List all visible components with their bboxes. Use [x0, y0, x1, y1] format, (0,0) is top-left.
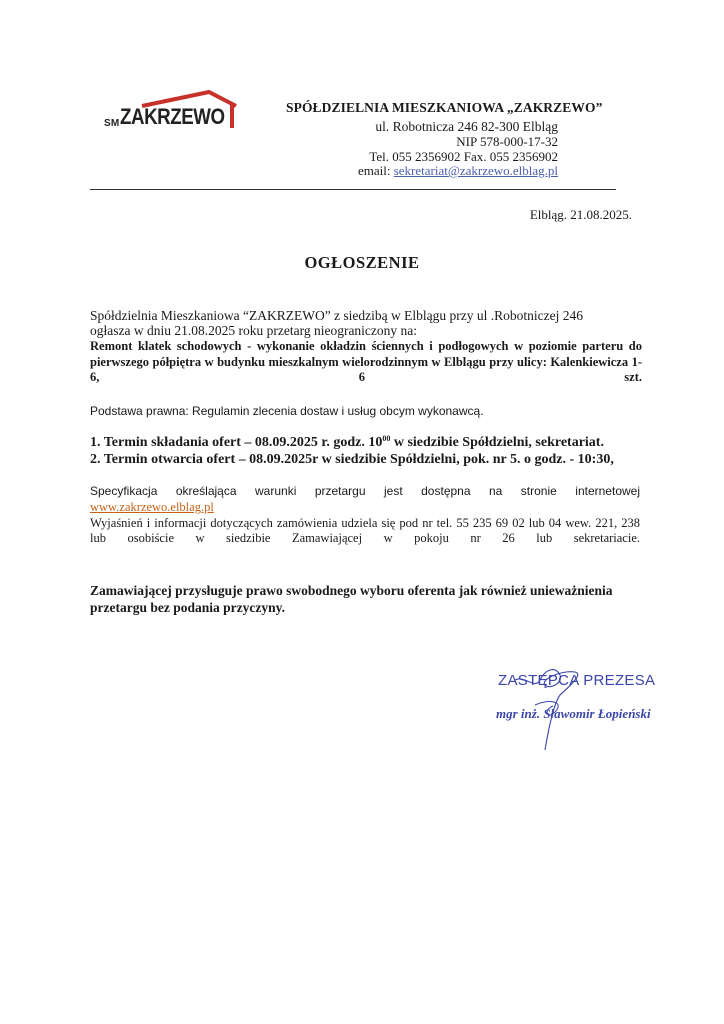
spec-line: Specyfikacja określająca warunki przetargu jest dostępna na stronie internetowej [90, 484, 640, 498]
logo-prefix: SM [104, 118, 120, 129]
document-title: OGŁOSZENIE [304, 253, 420, 272]
contact-info: Wyjaśnień i informacji dotyczących zamówienia udziela się pod nr tel. 55 235 69 02 lub 04 wew. 221, 238 lub osobiście w siedzibie Zamawiającej w pokoju nr 26 lub sekretariacie. [90, 516, 640, 545]
legal-basis: Podstawa prawna: Regulamin zlecenia dostaw i usług obcym wykonawcą. [90, 404, 484, 418]
tender-subject: Remont klatek schodowych - wykonanie okładzin ściennych i podłogowych w poziomie parteru do pierwszego półpiętra w budynku mieszkalnym wielorodzinnym w Elblągu przy ulicy: Kalenkiewicza 1-6, 6 szt. [90, 339, 642, 384]
company-logo [104, 86, 244, 136]
term-submission [90, 434, 604, 451]
intro-line-1: Spółdzielnia Mieszkaniowa “ZAKRZEWO” z siedzibą w Elblągu przy ul .Robotniczej 246 [90, 308, 583, 323]
spec-url-link[interactable]: www.zakrzewo.elblag.pl [90, 500, 214, 514]
organization-nip: NIP 578-000-17-32 [456, 134, 558, 149]
organization-phone-fax: Tel. 055 2356902 Fax. 055 2356902 [369, 149, 558, 164]
closing-statement: Zamawiającej przysługuje prawo swobodnego wyboru oferenta jak również unieważnienia przetargu bez podania przyczyny. [90, 583, 613, 615]
stamp-title: ZASTĘPCA PREZESA [498, 672, 656, 689]
intro-line-2: ogłasza w dniu 21.08.2025 roku przetarg nieograniczony na: [90, 323, 418, 338]
logo-name: ZAKRZEWO [120, 104, 225, 129]
stamp-name: mgr inż. Sławomir Łopieński [496, 706, 651, 721]
organization-address: ul. Robotnicza 246 82-300 Elbląg [375, 119, 558, 134]
header-divider [90, 189, 616, 190]
term-opening: 2. Termin otwarcia ofert – 08.09.2025r w siedzibie Spółdzielni, pok. nr 5. o godz. - 10:30, [90, 452, 614, 467]
term-submission-minutes: 00 [382, 434, 391, 443]
organization-name: SPÓŁDZIELNIA MIESZKANIOWA „ZAKRZEWO” [286, 100, 603, 115]
document-date: Elbląg. 21.08.2025. [529, 207, 632, 222]
term-submission-text: 1. Termin składania ofert – 08.09.2025 r. godz. 10 [90, 435, 383, 450]
term-submission-place: w siedzibie Spółdzielni, sekretariat. [390, 435, 604, 450]
email-link[interactable]: sekretariat@zakrzewo.elblag.pl [393, 163, 558, 178]
email-label: email: [357, 163, 394, 178]
spec-url-line [90, 499, 640, 515]
organization-email-line [358, 163, 558, 178]
handwritten-signature [505, 650, 625, 760]
